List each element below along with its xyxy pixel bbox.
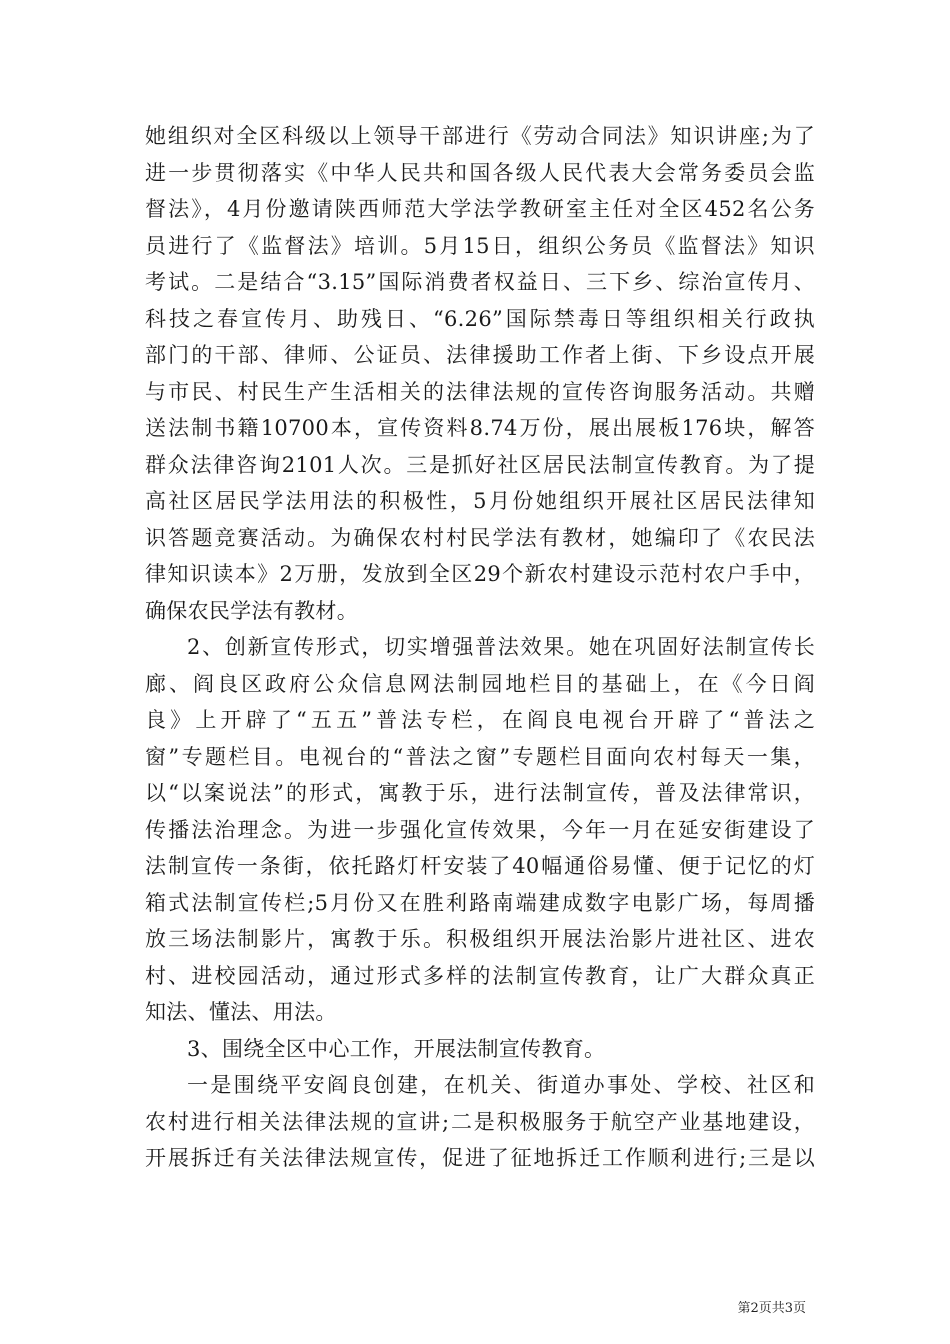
text-line: 传播法治理念。为进一步强化宣传效果，今年一月在延安街建设了 <box>145 817 815 842</box>
text-line: 督法》，4月份邀请陕西师范大学法学教研室主任对全区452名公务 <box>145 197 815 221</box>
text-line: 箱式法制宣传栏;5月份又在胜利路南端建成数字电影广场，每周播 <box>145 890 815 915</box>
text-line: 确保农民学法有教材。 <box>145 598 358 623</box>
text-line: 3、围绕全区中心工作，开展法制宣传教育。 <box>187 1036 606 1061</box>
text-line: 员进行了《监督法》培训。5月15日，组织公务员《监督法》知识 <box>145 233 815 258</box>
text-line: 放三场法制影片，寓教于乐。积极组织开展法治影片进社区、进农 <box>145 927 815 951</box>
text-line: 窗”专题栏目。电视台的“普法之窗”专题栏目面向农村每天一集， <box>145 744 815 769</box>
text-line: 法制宣传一条街，依托路灯杆安装了40幅通俗易懂、便于记忆的灯 <box>145 854 815 878</box>
text-line: 识答题竞赛活动。为确保农村村民学法有教材，她编印了《农民法 <box>145 525 815 550</box>
text-line: 部门的干部、律师、公证员、法律援助工作者上街、下乡设点开展 <box>145 343 815 367</box>
text-line: 送法制书籍10700本，宣传资料8.74万份，展出展板176块，解答 <box>145 416 815 440</box>
text-line: 群众法律咨询2101人次。三是抓好社区居民法制宣传教育。为了提 <box>145 452 815 477</box>
text-line: 农村进行相关法律法规的宣讲;二是积极服务于航空产业基地建设， <box>145 1109 815 1134</box>
text-line: 以“以案说法”的形式，寓教于乐，进行法制宣传，普及法律常识， <box>145 781 815 805</box>
text-line: 考试。二是结合“3.15”国际消费者权益日、三下乡、综治宣传月、 <box>145 270 815 294</box>
text-line: 廊、阎良区政府公众信息网法制园地栏目的基础上，在《今日阎 <box>145 671 815 696</box>
text-line: 知法、懂法、用法。 <box>145 1000 337 1024</box>
text-line: 律知识读本》2万册，发放到全区29个新农村建设示范村农户手中， <box>145 562 815 586</box>
page-number: 第2页共3页 <box>737 1301 806 1316</box>
text-line: 村、进校园活动，通过形式多样的法制宣传教育，让广大群众真正 <box>145 963 815 988</box>
text-line: 高社区居民学法用法的积极性，5月份她组织开展社区居民法律知 <box>145 489 815 513</box>
text-line: 2、创新宣传形式，切实增强普法效果。她在巩固好法制宣传长 <box>187 635 815 659</box>
text-line: 一是围绕平安阎良创建，在机关、街道办事处、学校、社区和 <box>187 1073 815 1097</box>
text-line: 与市民、村民生产生活相关的法律法规的宣传咨询服务活动。共赠 <box>145 379 815 404</box>
text-line: 她组织对全区科级以上领导干部进行《劳动合同法》知识讲座;为了 <box>145 124 815 148</box>
text-line: 进一步贯彻落实《中华人民共和国各级人民代表大会常务委员会监 <box>145 160 815 185</box>
text-line: 开展拆迁有关法律法规宣传，促进了征地拆迁工作顺利进行;三是以 <box>145 1146 815 1170</box>
document-body <box>145 118 815 1177</box>
text-line: 良》上开辟了“五五”普法专栏，在阎良电视台开辟了“普法之 <box>145 708 815 732</box>
text-line: 科技之春宣传月、助残日、“6.26”国际禁毒日等组织相关行政执 <box>145 306 815 331</box>
